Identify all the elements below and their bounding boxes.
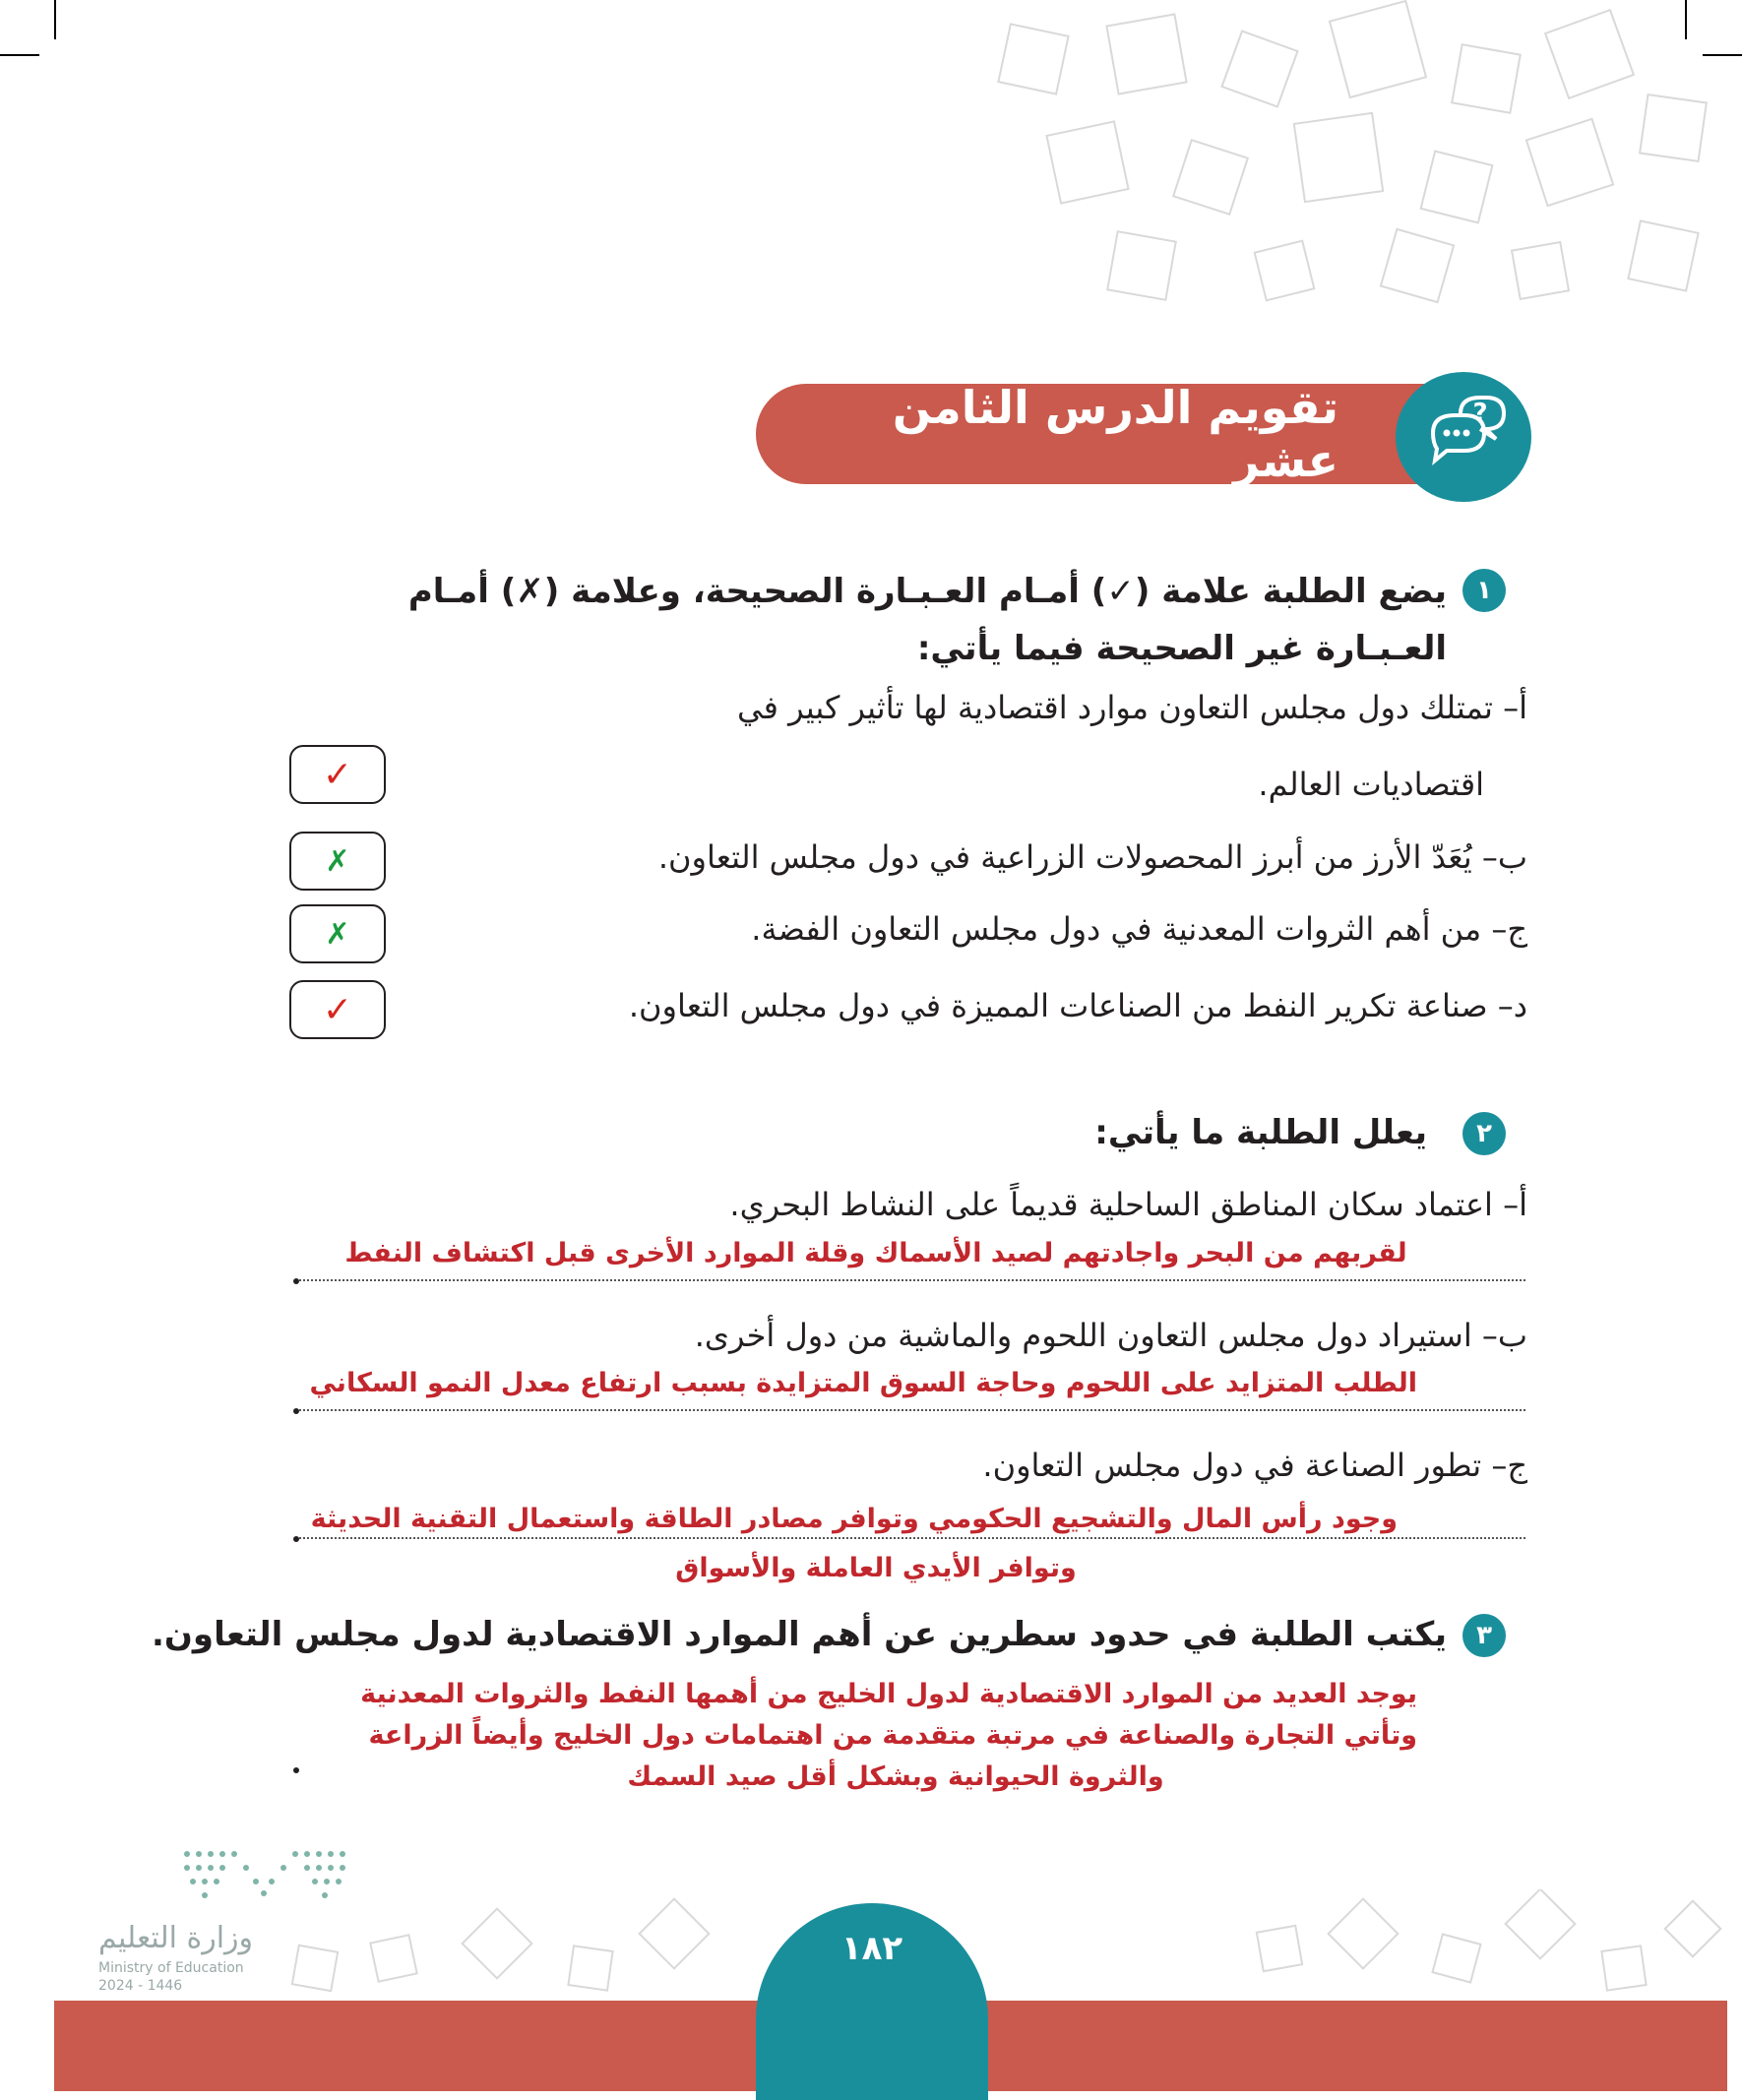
page-number: ١٨٢ — [840, 1929, 903, 1968]
question-prompt: يعلل الطلبة ما يأتي: — [1094, 1113, 1427, 1152]
check-icon: ✓ — [322, 754, 353, 795]
answer-line — [295, 1409, 1525, 1411]
svg-text:?: ? — [1472, 399, 1488, 428]
answer-box-b[interactable] — [289, 832, 386, 891]
cross-icon: ✗ — [325, 916, 350, 952]
answer-box-a[interactable] — [289, 745, 386, 804]
decorative-pattern — [964, 0, 1742, 325]
crop-mark — [0, 54, 39, 56]
statement-b: ب– يُعَدّ الأرز من أبرز المحصولات الزراعية في دول مجلس التعاون. — [657, 838, 1527, 876]
lesson-title: تقويم الدرس الثامن عشر — [892, 381, 1338, 487]
check-icon: ✓ — [322, 989, 353, 1030]
question-number: ٢ — [1462, 1112, 1506, 1155]
answer-text: وجود رأس المال والتشجيع الحكومي وتوافر مصادر الطاقة واستعمال التقنية الحديثة — [310, 1504, 1398, 1534]
answer-text: وتوافر الأيدي العاملة والأسواق — [675, 1553, 1077, 1583]
discussion-icon — [1396, 372, 1531, 502]
answer-line — [295, 1279, 1525, 1281]
line-end-dot — [293, 1278, 299, 1284]
question-prompt: يضع الطلبة علامة (✓) أمـام العـبـارة الصحيحة، وعلامة (✗) أمـام العـبـارة غير الصحيحة فيما يأتي: — [407, 572, 1447, 668]
crop-mark — [54, 0, 56, 39]
reason-item-a: أ– اعتماد سكان المناطق الساحلية قديماً على النشاط البحري. — [729, 1186, 1527, 1223]
cross-icon: ✗ — [325, 843, 350, 879]
decorative-pattern — [276, 1889, 1742, 2001]
reason-item-c: ج– تطور الصناعة في دول مجلس التعاون. — [982, 1447, 1527, 1484]
statement-c: ج– من أهم الثروات المعدنية في دول مجلس التعاون الفضة. — [751, 910, 1527, 948]
answer-box-d[interactable] — [289, 980, 386, 1039]
answer-text: والثروة الحيوانية وبشكل أقل صيد السمك — [627, 1761, 1164, 1792]
answer-line — [295, 1537, 1525, 1539]
statement-a: أ– تمتلك دول مجلس التعاون موارد اقتصادية لها تأثير كبير في — [736, 689, 1527, 726]
line-end-dot — [293, 1408, 299, 1414]
line-end-dot — [293, 1767, 299, 1773]
statement-d: د– صناعة تكرير النفط من الصناعات المميزة في دول مجلس التعاون. — [628, 987, 1527, 1024]
answer-box-c[interactable] — [289, 904, 386, 963]
ministry-name-arabic: وزارة التعليم — [98, 1921, 254, 1955]
answer-text: وتأتي التجارة والصناعة في مرتبة متقدمة من اهتمامات دول الخليج وأيضاً الزراعة — [368, 1720, 1417, 1751]
ministry-name-english: Ministry of Education — [98, 1960, 244, 1976]
edition-year: 2024 - 1446 — [98, 1978, 183, 1994]
question-prompt: يكتب الطلبة في حدود سطرين عن أهم الموارد الاقتصادية لدول مجلس التعاون. — [152, 1615, 1447, 1654]
question-number: ٣ — [1462, 1614, 1506, 1657]
answer-text: لقربهم من البحر واجادتهم لصيد الأسماك وقلة الموارد الأخرى قبل اكتشاف النفط — [344, 1238, 1407, 1268]
line-end-dot — [293, 1536, 299, 1542]
answer-text: يوجد العديد من الموارد الاقتصادية لدول الخليج من أهمها النفط والثروات المعدنية — [360, 1679, 1417, 1709]
statement-a-continued: اقتصاديات العالم. — [1258, 766, 1484, 803]
reason-item-b: ب– استيراد دول مجلس التعاون اللحوم والماشية من دول أخرى. — [694, 1317, 1527, 1354]
question-number: ١ — [1462, 569, 1506, 612]
answer-text: الطلب المتزايد على اللحوم وحاجة السوق المتزايدة بسبب ارتفاع معدل النمو السكاني — [309, 1368, 1417, 1398]
